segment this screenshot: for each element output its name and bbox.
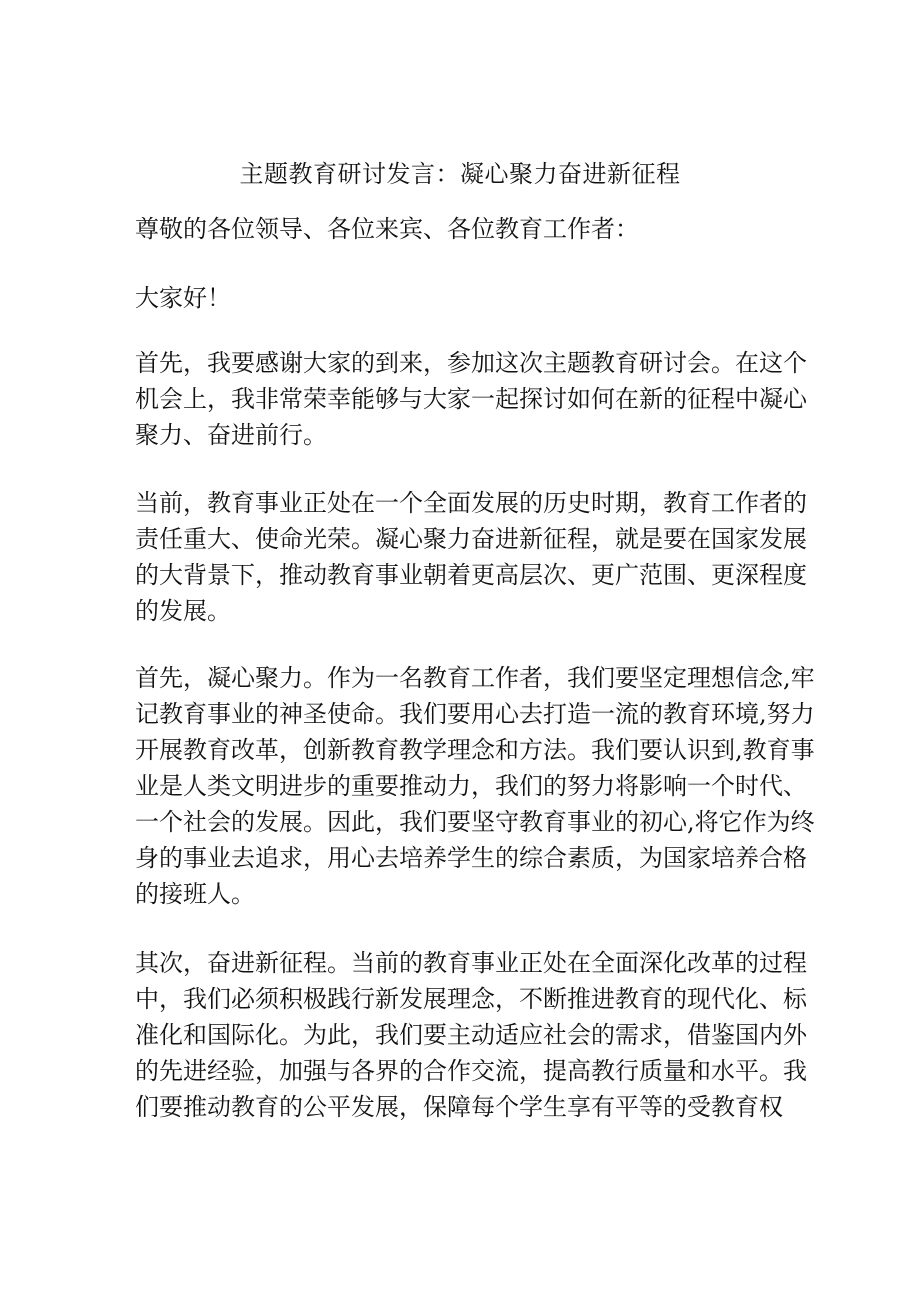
paragraph-line: 责任重大、使命光荣。凝心聚力奋进新征程，就是要在国家发展 bbox=[135, 525, 807, 553]
paragraph-line: 身的事业去追求，用心去培养学生的综合素质，为国家培养合格 bbox=[135, 844, 807, 872]
paragraph-line: 的发展。 bbox=[135, 597, 231, 625]
body-paragraph bbox=[135, 660, 815, 912]
paragraph-line: 其次，奋进新征程。当前的教育事业正处在全面深化改革的过程 bbox=[135, 949, 807, 977]
paragraph-line: 们要推动教育的公平发展，保障每个学生享有平等的受教育权 bbox=[135, 1093, 783, 1121]
paragraph-line: 首先，凝心聚力。作为一名教育工作者，我们要坚定理想信念,牢 bbox=[135, 664, 815, 692]
body-paragraph bbox=[135, 345, 807, 453]
paragraph-line: 的接班人。 bbox=[135, 880, 255, 908]
paragraph-line: 当前，教育事业正处在一个全面发展的历史时期，教育工作者的 bbox=[135, 489, 807, 517]
paragraph-line: 的先进经验，加强与各界的合作交流，提高教行质量和水平。我 bbox=[135, 1057, 807, 1085]
body-paragraph bbox=[135, 945, 807, 1125]
paragraph-line: 的大背景下，推动教育事业朝着更高层次、更广范围、更深程度 bbox=[135, 561, 807, 589]
paragraph-line: 中，我们必须积极践行新发展理念，不断推进教育的现代化、标 bbox=[135, 985, 807, 1013]
paragraph-line: 聚力、奋进前行。 bbox=[135, 421, 327, 449]
body-paragraph bbox=[135, 485, 807, 629]
paragraph-line: 准化和国际化。为此，我们要主动适应社会的需求，借鉴国内外 bbox=[135, 1021, 807, 1049]
paragraph-line: 记教育事业的神圣使命。我们要用心去打造一流的教育环境,努力 bbox=[135, 700, 815, 728]
paragraph-line: 开展教育改革，创新教育教学理念和方法。我们要认识到,教育事 bbox=[135, 736, 815, 764]
paragraph-line: 一个社会的发展。因此，我们要坚守教育事业的初心,将它作为终 bbox=[135, 808, 815, 836]
paragraph-line: 机会上，我非常荣幸能够与大家一起探讨如何在新的征程中凝心 bbox=[135, 385, 807, 413]
paragraph-line: 首先，我要感谢大家的到来，参加这次主题教育研讨会。在这个 bbox=[135, 349, 807, 377]
salutation: 尊敬的各位领导、各位来宾、各位教育工作者： bbox=[135, 215, 639, 243]
paragraph-line: 业是人类文明进步的重要推动力，我们的努力将影响一个时代、 bbox=[135, 772, 807, 800]
greeting: 大家好！ bbox=[135, 284, 231, 312]
document-title: 主题教育研讨发言：凝心聚力奋进新征程 bbox=[239, 160, 681, 188]
